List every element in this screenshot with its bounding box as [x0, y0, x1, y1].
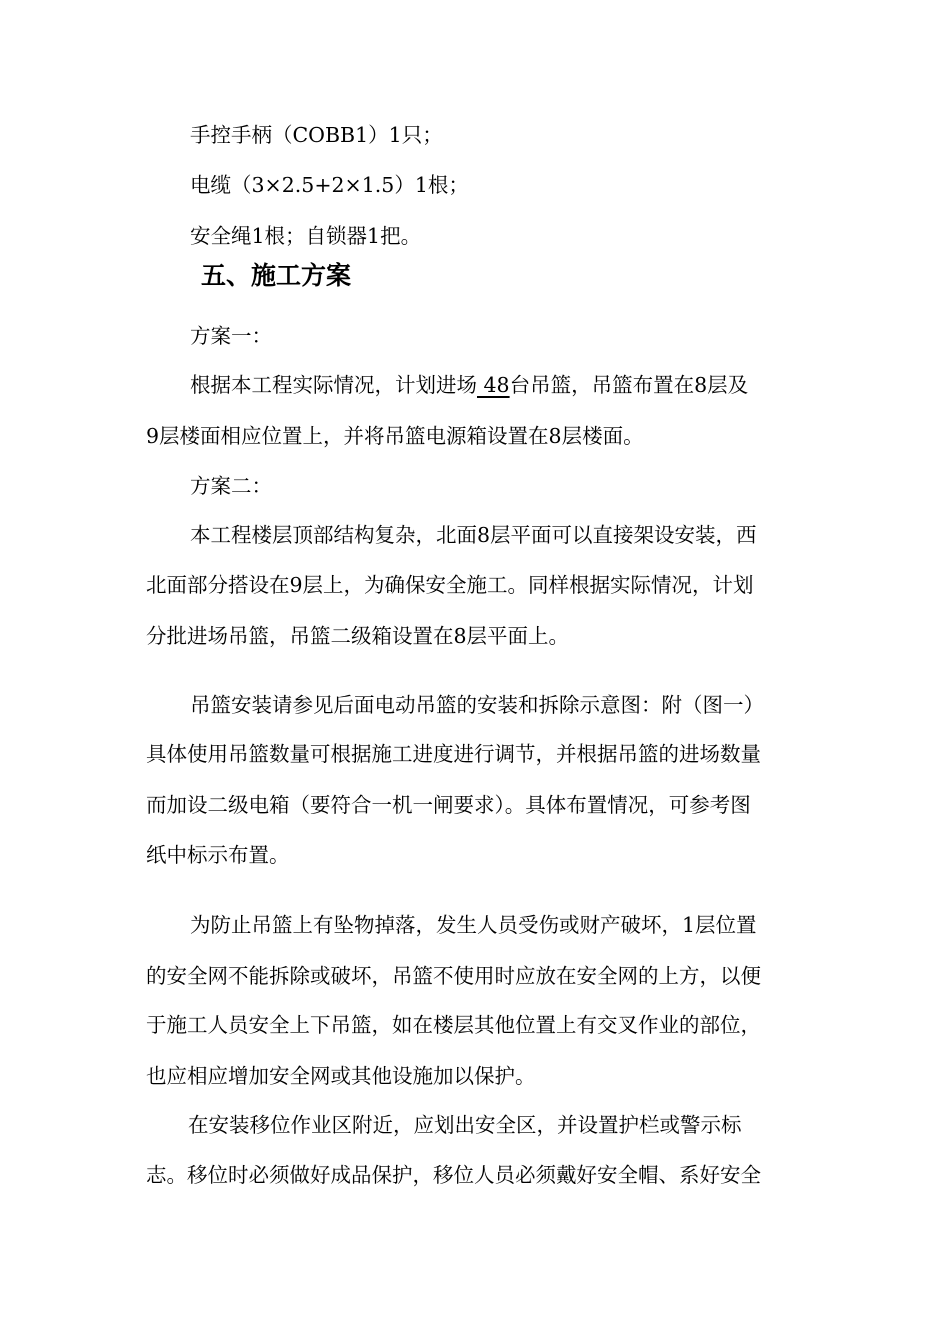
plan2-line-3: 分批进场吊篮，吊篮二级箱设置在8层平面上。	[146, 624, 570, 648]
install-line-4: 纸中标示布置。	[146, 843, 290, 867]
install-line-3: 而加设二级电箱（要符合一机一闸要求）。具体布置情况，可参考图	[146, 793, 751, 817]
plan1-line-2: 9层楼面相应位置上，并将吊篮电源箱设置在8层楼面。	[146, 424, 644, 448]
safety-line-4: 也应相应增加安全网或其他设施加以保护。	[146, 1064, 536, 1088]
safety-line-2: 的安全网不能拆除或破坏，吊篮不使用时应放在安全网的上方，以便	[146, 964, 761, 988]
plan1-text-before: 根据本工程实际情况，计划进场	[190, 373, 477, 397]
plan2-label: 方案二：	[190, 474, 272, 498]
plan1-line-1	[190, 375, 748, 396]
plan2-line-2: 北面部分搭设在9层上，为确保安全施工。同样根据实际情况，计划	[146, 573, 754, 597]
moving-line-1: 在安装移位作业区附近，应划出安全区，并设置护栏或警示标	[188, 1113, 742, 1137]
safety-line-3: 于施工人员安全上下吊篮，如在楼层其他位置上有交叉作业的部位，	[146, 1013, 761, 1037]
plan2-line-1: 本工程楼层顶部结构复杂，北面8层平面可以直接架设安装，西	[190, 523, 757, 547]
moving-line-2: 志。移位时必须做好成品保护，移位人员必须戴好安全帽、系好安全	[146, 1163, 761, 1187]
list-item-rope: 安全绳1根；自锁器1把。	[190, 224, 422, 248]
section-heading: 五、施工方案	[201, 261, 352, 290]
list-item-handle: 手控手柄（COBB1）1只；	[190, 123, 443, 147]
install-line-2: 具体使用吊篮数量可根据施工进度进行调节，并根据吊篮的进场数量	[146, 742, 761, 766]
plan1-label: 方案一：	[190, 324, 272, 348]
safety-line-1: 为防止吊篮上有坠物掉落，发生人员受伤或财产破坏，1层位置	[190, 913, 757, 937]
plan1-text-after: 台吊篮，吊篮布置在8层及	[509, 373, 749, 397]
install-line-1: 吊篮安装请参见后面电动吊篮的安装和拆除示意图：附（图一）	[190, 693, 764, 717]
list-item-cable: 电缆（3×2.5+2×1.5）1根；	[190, 173, 469, 197]
plan1-quantity-blank: 48	[477, 373, 510, 397]
